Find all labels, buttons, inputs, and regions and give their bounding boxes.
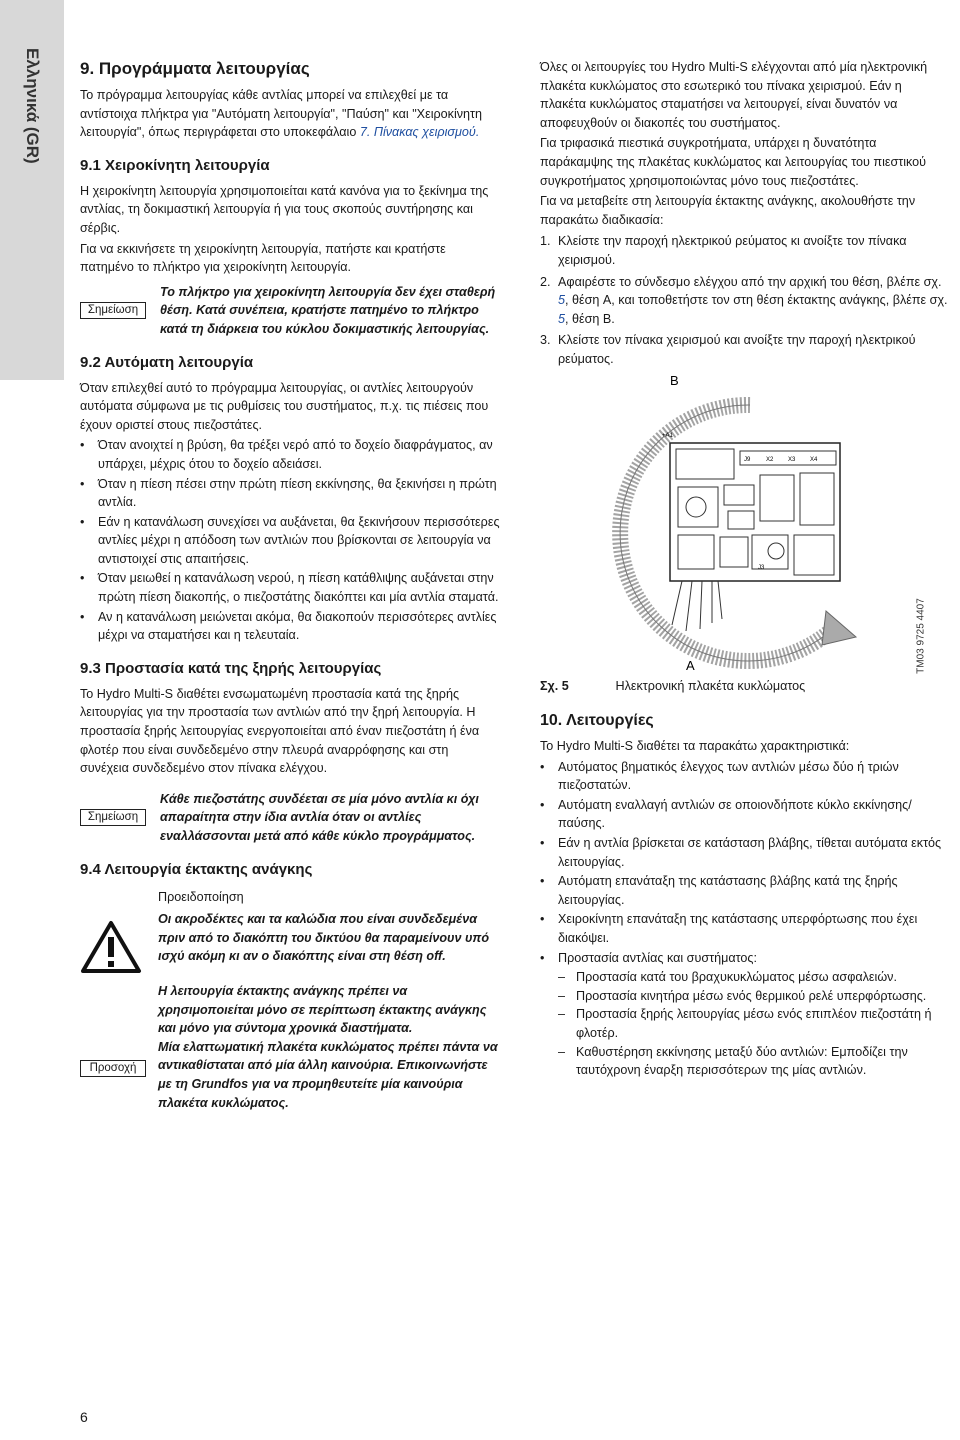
figure-caption [540, 677, 950, 696]
note-label: Σημείωση [80, 809, 146, 826]
section-10-title: 10. Λειτουργίες [540, 712, 654, 730]
list-item: • Όταν ανοιχτεί η βρύση, θα τρέξει νερό από το δοχείο διαφράγματος, αν υπάρχει, μέχρις ότου το δοχείο αδειάσει. [80, 436, 500, 473]
warning-block [80, 888, 500, 1113]
list-item: • Όταν η πίεση πέσει στην πρώτη πίεση εκκίνησης, θα ξεκινήσει η πρώτη αντλία. [80, 475, 500, 512]
section-9-4-title: 9.4 Λειτουργία έκτακτης ανάγκης [80, 860, 313, 878]
section-9-3-p1: Το Hydro Multi-S διαθέτει ενσωματωμένη προστασία κατά της ξηρής λειτουργίας για την προστασία των αντλιών από την ξηρή λειτουργία. Η προστασία ξηρής λειτουργίας ενεργοποιείται από έναν πιεζοστάτη ή ένα φλοτέρ που είναι συνδεδεμένο στην πλευρά αναρρόφησης και στη συνέχεια συνδεδεμένο στον πίνακα ελέγχου. [80, 686, 480, 776]
sub-list-item: – Προστασία κινητήρα μέσω ενός θερμικού ρελέ υπερφόρτωσης. [540, 987, 950, 1006]
section-10-sublist [540, 968, 950, 1080]
circuit-board-figure [600, 375, 890, 675]
section-9-2-p1: Όταν επιλεχθεί αυτό το πρόγραμμα λειτουργίας, οι αντλίες λειτουργούν αυτόματα σύμφωνα με τις ρυθμίσεις του συστήματος, π.χ. τις πιέσεις που έχουν οριστεί στους πιεζοστάτες. [80, 380, 489, 432]
sub-list-item: – Καθυστέρηση εκκίνησης μεταξύ δύο αντλιών: Εμποδίζει την ταυτόχρονη έναρξη περισσότερων της μίας αντλιών. [540, 1043, 950, 1080]
caution-text-1: Η λειτουργία έκτακτης ανάγκης πρέπει να χρησιμοποιείται μόνο σε περίπτωση έκτακτης ανάγκης και μόνο για σύντομα χρονικά διαστήματα. [158, 983, 487, 1036]
fig-5-link[interactable]: 5 [558, 293, 566, 308]
position-b-label: B [670, 374, 679, 388]
figure-caption-text: Ηλεκτρονική πλακέτα κυκλώματος [615, 678, 806, 693]
warning-text-column [158, 888, 500, 1113]
section-9-intro: Το πρόγραμμα λειτουργίας κάθε αντλίας μπορεί να επιλεχθεί με τα αντίστοιχα πλήκτρα για "Αυτόματη λειτουργία", "Παύση" και "Χειροκίνητη λειτουργία", όπως περιγράφεται στο υποκεφάλαιο 7. Πίνακας χειρισμού. [80, 88, 483, 140]
emergency-intro-p1: Όλες οι λειτουργίες του Hydro Multi-S ελέγχονται από μία ηλεκτρονική πλακέτα κυκλώματος στο εσωτερικό του πίνακα χειρισμού. Εάν η πλακέτα κυκλώματος σταματήσει να λειτουργεί, είναι δυνατόν να αποφευχθούν οι διακοπές του συστήματος. [540, 60, 928, 130]
list-item: • Όταν μειωθεί η κατανάλωση νερού, η πίεση κατάθλιψης αυξάνεται στην πρώτη πίεση διακοπής, ο πιεζοστάτης διακόπτει και μία αντλία σταματά. [80, 569, 500, 606]
warning-icon-column [80, 888, 144, 1113]
note-text: Το πλήκτρο για χειροκίνητη λειτουργία δεν έχει σταθερή θέση. Κατά συνέπεια, κρατήστε πατημένο το πλήκτρο κατά τη διάρκεια του κύκλου δοκιμαστικής λειτουργίας. [160, 284, 496, 336]
procedure-steps [540, 232, 950, 368]
section-9-2-list [80, 436, 500, 645]
warning-heading: Προειδοποίηση [158, 889, 244, 904]
section-9-1-p1: Η χειροκίνητη λειτουργία χρησιμοποιείται κατά κανόνα για το ξεκίνημα της αντλίας, τη δοκιμαστική λειτουργία ή για τους σκοπούς συντήρησης και σέρβις. [80, 183, 489, 235]
link-section-7[interactable]: 7. Πίνακας χειρισμού. [359, 125, 480, 140]
step-item: 2. Αφαιρέστε το σύνδεσμο ελέγχου από την αρχική του θέση, βλέπε σχ. 5, θέση A, και τοποθετήστε τον στη θέση έκτακτης ανάγκης, βλέπε σχ. 5, θέση B. [540, 274, 948, 326]
position-a-label: A [686, 657, 695, 673]
list-item: • Εάν η αντλία βρίσκεται σε κατάσταση βλάβης, τίθεται αυτόματα εκτός λειτουργίας. [540, 834, 950, 871]
section-9-2-title: 9.2 Αυτόματη λειτουργία [80, 353, 254, 371]
caution-label: Προσοχή [80, 1060, 146, 1077]
list-item: • Χειροκίνητη επανάταξη της κατάστασης υπερφόρτωσης που έχει διακόψει. [540, 910, 950, 947]
list-item: • Αυτόματη επανάταξη της κατάστασης βλάβης κατά της ξηρής λειτουργίας. [540, 872, 950, 909]
step-item: 3. Κλείστε τον πίνακα χειρισμού και ανοίξτε την παροχή ηλεκτρικού ρεύματος. [540, 333, 916, 366]
section-9-1-p2: Για να εκκινήσετε τη χειροκίνητη λειτουργία, πατήστε και κρατήστε πατημένο το πλήκτρο για χειροκίνητη λειτουργία. [80, 241, 446, 275]
circuit-board-diagram [600, 375, 890, 675]
language-side-tab [0, 0, 64, 380]
drawing-code [912, 576, 932, 696]
sub-list-item: – Προστασία κατά του βραχυκυκλώματος μέσω ασφαλειών. [540, 968, 950, 987]
board-label: +A1 [662, 432, 673, 439]
right-column [540, 58, 950, 1080]
section-10-intro: Το Hydro Multi-S διαθέτει τα παρακάτω χαρακτηριστικά: [540, 739, 850, 754]
note-text: Κάθε πιεζοστάτης συνδέεται σε μία μόνο αντλία κι όχι απαραίτητα στην ίδια αντλία όταν οι αντλίες εναλλάσσονται μετά από κάθε κύκλο προγράμματος. [160, 791, 479, 843]
terminal-label: J9 [744, 456, 751, 463]
sub-list-item: – Προστασία ξηρής λειτουργίας μέσω ενός επιπλέον πιεζοστάτη ή φλοτέρ. [540, 1005, 950, 1042]
list-item: • Αν η κατανάλωση μειώνεται ακόμα, θα διακοπούν περισσότερες αντλίες μέχρι να σταματήσει και η τελευταία. [80, 608, 500, 645]
language-label: Ελληνικά (GR) [23, 48, 42, 164]
warning-text: Οι ακροδέκτες και τα καλώδια που είναι συνδεδεμένα πριν από το διακόπτη του δικτύου θα παραμείνουν υπό ισχύ ακόμη κι αν ο διακόπτης είναι στη θέση off. [158, 912, 490, 964]
note-label: Σημείωση [80, 302, 146, 319]
note-block-manual [80, 283, 500, 339]
caution-text-2: Μία ελαττωματική πλακέτα κυκλώματος πρέπει πάντα να αντικαθίσταται από μία άλλη καινούρια. Επικοινωνήστε με τη Grundfos για να προμηθευτείτε μία καινούρια πλακέτα κυκλώματος. [158, 1039, 498, 1110]
left-column [80, 58, 500, 1112]
warning-triangle-icon [80, 920, 142, 974]
terminal-label: J3 [758, 564, 765, 571]
fig-5-link[interactable]: 5 [558, 311, 566, 326]
step-item: 1. Κλείστε την παροχή ηλεκτρικού ρεύματος κι ανοίξτε τον πίνακα χειρισμού. [540, 234, 907, 267]
figure-number: Σχ. 5 [540, 678, 569, 693]
terminal-label: X2 [766, 456, 774, 463]
section-10-list [540, 758, 950, 968]
section-9-1-title: 9.1 Χειροκίνητη λειτουργία [80, 156, 270, 174]
section-9-title: 9. Προγράμματα λειτουργίας [80, 59, 310, 78]
section-9-3-title: 9.3 Προστασία κατά της ξηρής λειτουργίας [80, 659, 382, 677]
emergency-intro-p2: Για τριφασικά πιεστικά συγκροτήματα, υπάρχει η δυνατότητα παράκαμψης της πλακέτας κυκλώματος και λειτουργίας του πιεστικού συγκροτήματος χρησιμοποιώντας μόνο τους πιεζοστάτες. [540, 136, 927, 188]
page-number: 6 [80, 1409, 88, 1425]
terminal-label: X4 [810, 456, 818, 463]
emergency-intro-p3: Για να μεταβείτε στη λειτουργία έκτακτης ανάγκης, ακολουθήστε την παρακάτω διαδικασία: [540, 194, 916, 227]
list-item: • Αυτόματη εναλλαγή αντλιών σε οποιονδήποτε κύκλο εκκίνησης/παύσης. [540, 796, 950, 833]
drawing-code-text: TM03 9725 4407 [915, 598, 927, 674]
list-item: • Προστασία αντλίας και συστήματος: [540, 949, 950, 968]
list-item: • Εάν η κατανάλωση συνεχίσει να αυξάνεται, θα ξεκινήσουν περισσότερες αντλίες μέχρι η απόδοση των αντλιών που βρίσκονται σε λειτουργία να αντιστοιχεί στις απαιτήσεις. [80, 513, 500, 569]
note-block-dryrun [80, 790, 500, 846]
terminal-label: X3 [788, 456, 796, 463]
list-item: • Αυτόματος βηματικός έλεγχος των αντλιών μέσω δύο ή τριών πιεζοστατών. [540, 758, 950, 795]
